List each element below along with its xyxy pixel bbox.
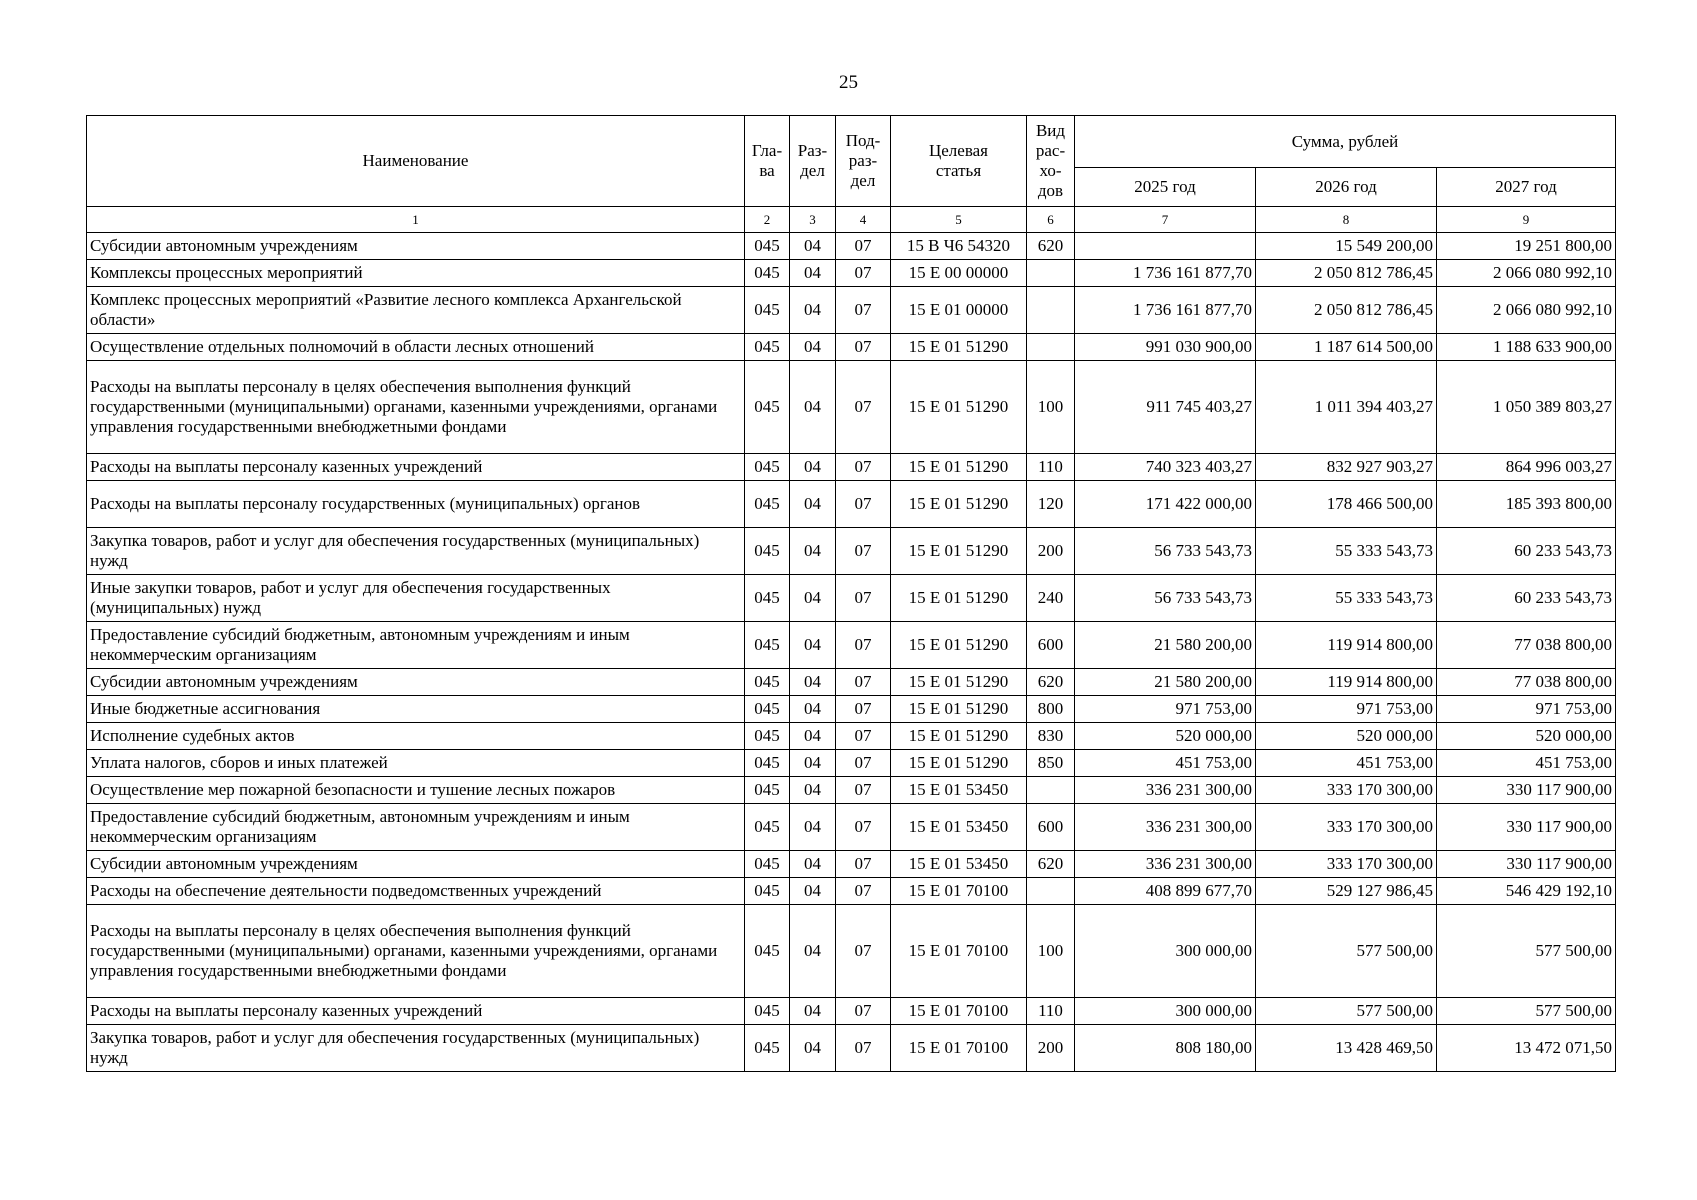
cell-target: 15 Е 01 70100 xyxy=(891,998,1027,1025)
cell-2027: 971 753,00 xyxy=(1437,696,1616,723)
cell-name: Расходы на выплаты персоналу в целях обеспечения выполнения функций государственными (муниципальными) органами, казенными учреждениями, органами управления государственными внебюджетными фондами xyxy=(87,361,745,454)
table-row xyxy=(87,998,1616,1025)
table-row xyxy=(87,669,1616,696)
cell-target: 15 Е 01 70100 xyxy=(891,905,1027,998)
table-body xyxy=(87,233,1616,1072)
cell-target: 15 Е 01 53450 xyxy=(891,804,1027,851)
cell-name: Расходы на обеспечение деятельности подведомственных учреждений xyxy=(87,878,745,905)
cell-2025: 336 231 300,00 xyxy=(1075,777,1256,804)
header-podrazdel: Под- раз- дел xyxy=(836,116,891,207)
cell-2027: 330 117 900,00 xyxy=(1437,777,1616,804)
table-row xyxy=(87,481,1616,528)
cell-podrazdel: 07 xyxy=(836,998,891,1025)
cell-vid: 800 xyxy=(1027,696,1075,723)
cell-vid: 110 xyxy=(1027,454,1075,481)
table-row xyxy=(87,1025,1616,1072)
cell-2025 xyxy=(1075,233,1256,260)
cell-glava: 045 xyxy=(745,750,790,777)
page-number: 25 xyxy=(839,72,858,93)
cell-2027: 77 038 800,00 xyxy=(1437,669,1616,696)
cell-2027: 77 038 800,00 xyxy=(1437,622,1616,669)
cell-podrazdel: 07 xyxy=(836,851,891,878)
cell-target: 15 Е 01 51290 xyxy=(891,361,1027,454)
cell-podrazdel: 07 xyxy=(836,287,891,334)
cell-target: 15 Е 01 70100 xyxy=(891,878,1027,905)
cell-2025: 56 733 543,73 xyxy=(1075,575,1256,622)
cell-razdel: 04 xyxy=(790,454,836,481)
header-sum: Сумма, рублей xyxy=(1075,116,1616,168)
cell-vid: 850 xyxy=(1027,750,1075,777)
cell-vid xyxy=(1027,287,1075,334)
cell-vid: 100 xyxy=(1027,905,1075,998)
cell-name: Расходы на выплаты персоналу казенных учреждений xyxy=(87,454,745,481)
cell-2025: 408 899 677,70 xyxy=(1075,878,1256,905)
cell-glava: 045 xyxy=(745,528,790,575)
cell-vid xyxy=(1027,260,1075,287)
cell-target: 15 Е 01 51290 xyxy=(891,528,1027,575)
cell-2025: 740 323 403,27 xyxy=(1075,454,1256,481)
cell-name: Расходы на выплаты персоналу в целях обеспечения выполнения функций государственными (муниципальными) органами, казенными учреждениями, органами управления государственными внебюджетными фондами xyxy=(87,905,745,998)
cell-razdel: 04 xyxy=(790,575,836,622)
cell-2026: 333 170 300,00 xyxy=(1256,804,1437,851)
cell-razdel: 04 xyxy=(790,287,836,334)
cell-2027: 864 996 003,27 xyxy=(1437,454,1616,481)
table-row xyxy=(87,851,1616,878)
cell-podrazdel: 07 xyxy=(836,334,891,361)
cell-vid xyxy=(1027,878,1075,905)
cell-glava: 045 xyxy=(745,998,790,1025)
column-index: 3 xyxy=(790,207,836,233)
cell-name: Расходы на выплаты персоналу казенных учреждений xyxy=(87,998,745,1025)
cell-name: Расходы на выплаты персоналу государственных (муниципальных) органов xyxy=(87,481,745,528)
cell-2027: 546 429 192,10 xyxy=(1437,878,1616,905)
cell-podrazdel: 07 xyxy=(836,777,891,804)
cell-vid: 240 xyxy=(1027,575,1075,622)
cell-2026: 1 187 614 500,00 xyxy=(1256,334,1437,361)
cell-2025: 1 736 161 877,70 xyxy=(1075,260,1256,287)
cell-2027: 1 188 633 900,00 xyxy=(1437,334,1616,361)
table-header xyxy=(87,116,1616,233)
column-index: 6 xyxy=(1027,207,1075,233)
cell-2026: 577 500,00 xyxy=(1256,905,1437,998)
cell-podrazdel: 07 xyxy=(836,260,891,287)
cell-2025: 520 000,00 xyxy=(1075,723,1256,750)
cell-2025: 911 745 403,27 xyxy=(1075,361,1256,454)
cell-2027: 330 117 900,00 xyxy=(1437,851,1616,878)
cell-podrazdel: 07 xyxy=(836,723,891,750)
cell-2026: 520 000,00 xyxy=(1256,723,1437,750)
cell-2026: 2 050 812 786,45 xyxy=(1256,260,1437,287)
cell-name: Исполнение судебных актов xyxy=(87,723,745,750)
cell-vid: 600 xyxy=(1027,622,1075,669)
table-row xyxy=(87,361,1616,454)
cell-2027: 577 500,00 xyxy=(1437,905,1616,998)
cell-vid: 110 xyxy=(1027,998,1075,1025)
cell-name: Закупка товаров, работ и услуг для обеспечения государственных (муниципальных) нужд xyxy=(87,1025,745,1072)
table-row xyxy=(87,750,1616,777)
cell-2027: 19 251 800,00 xyxy=(1437,233,1616,260)
cell-razdel: 04 xyxy=(790,528,836,575)
table-row xyxy=(87,454,1616,481)
cell-glava: 045 xyxy=(745,481,790,528)
cell-podrazdel: 07 xyxy=(836,750,891,777)
cell-glava: 045 xyxy=(745,622,790,669)
cell-razdel: 04 xyxy=(790,878,836,905)
cell-2026: 971 753,00 xyxy=(1256,696,1437,723)
cell-vid: 620 xyxy=(1027,669,1075,696)
cell-razdel: 04 xyxy=(790,622,836,669)
cell-vid: 200 xyxy=(1027,1025,1075,1072)
cell-vid: 830 xyxy=(1027,723,1075,750)
column-index: 8 xyxy=(1256,207,1437,233)
cell-2027: 1 050 389 803,27 xyxy=(1437,361,1616,454)
cell-2025: 991 030 900,00 xyxy=(1075,334,1256,361)
table-row xyxy=(87,622,1616,669)
budget-table xyxy=(86,115,1616,1072)
cell-razdel: 04 xyxy=(790,361,836,454)
cell-glava: 045 xyxy=(745,1025,790,1072)
header-2026: 2026 год xyxy=(1256,168,1437,207)
cell-target: 15 Е 01 51290 xyxy=(891,334,1027,361)
header-target: Целевая статья xyxy=(891,116,1027,207)
cell-razdel: 04 xyxy=(790,905,836,998)
cell-vid: 100 xyxy=(1027,361,1075,454)
cell-target: 15 Е 01 53450 xyxy=(891,851,1027,878)
cell-name: Субсидии автономным учреждениям xyxy=(87,233,745,260)
table-row xyxy=(87,723,1616,750)
cell-2026: 178 466 500,00 xyxy=(1256,481,1437,528)
cell-razdel: 04 xyxy=(790,851,836,878)
cell-name: Уплата налогов, сборов и иных платежей xyxy=(87,750,745,777)
cell-razdel: 04 xyxy=(790,260,836,287)
cell-target: 15 Е 01 00000 xyxy=(891,287,1027,334)
cell-glava: 045 xyxy=(745,878,790,905)
cell-name: Осуществление мер пожарной безопасности и тушение лесных пожаров xyxy=(87,777,745,804)
cell-glava: 045 xyxy=(745,777,790,804)
cell-glava: 045 xyxy=(745,669,790,696)
cell-razdel: 04 xyxy=(790,998,836,1025)
column-index: 7 xyxy=(1075,207,1256,233)
cell-razdel: 04 xyxy=(790,804,836,851)
cell-glava: 045 xyxy=(745,575,790,622)
cell-glava: 045 xyxy=(745,723,790,750)
cell-2025: 21 580 200,00 xyxy=(1075,669,1256,696)
table-row xyxy=(87,575,1616,622)
cell-glava: 045 xyxy=(745,851,790,878)
cell-podrazdel: 07 xyxy=(836,233,891,260)
cell-name: Субсидии автономным учреждениям xyxy=(87,851,745,878)
cell-2027: 451 753,00 xyxy=(1437,750,1616,777)
cell-2027: 60 233 543,73 xyxy=(1437,575,1616,622)
cell-name: Субсидии автономным учреждениям xyxy=(87,669,745,696)
table-row xyxy=(87,287,1616,334)
cell-glava: 045 xyxy=(745,233,790,260)
cell-podrazdel: 07 xyxy=(836,804,891,851)
cell-target: 15 Е 01 51290 xyxy=(891,454,1027,481)
cell-target: 15 Е 01 53450 xyxy=(891,777,1027,804)
cell-target: 15 Е 01 70100 xyxy=(891,1025,1027,1072)
cell-podrazdel: 07 xyxy=(836,696,891,723)
cell-razdel: 04 xyxy=(790,233,836,260)
cell-glava: 045 xyxy=(745,287,790,334)
cell-2026: 2 050 812 786,45 xyxy=(1256,287,1437,334)
cell-2026: 529 127 986,45 xyxy=(1256,878,1437,905)
cell-2025: 300 000,00 xyxy=(1075,998,1256,1025)
cell-razdel: 04 xyxy=(790,750,836,777)
cell-vid: 620 xyxy=(1027,851,1075,878)
cell-2027: 2 066 080 992,10 xyxy=(1437,260,1616,287)
cell-podrazdel: 07 xyxy=(836,481,891,528)
cell-podrazdel: 07 xyxy=(836,575,891,622)
cell-vid: 620 xyxy=(1027,233,1075,260)
cell-2026: 55 333 543,73 xyxy=(1256,575,1437,622)
cell-2027: 13 472 071,50 xyxy=(1437,1025,1616,1072)
cell-2026: 333 170 300,00 xyxy=(1256,777,1437,804)
cell-podrazdel: 07 xyxy=(836,669,891,696)
cell-2025: 971 753,00 xyxy=(1075,696,1256,723)
cell-name: Закупка товаров, работ и услуг для обеспечения государственных (муниципальных) нужд xyxy=(87,528,745,575)
cell-glava: 045 xyxy=(745,334,790,361)
cell-glava: 045 xyxy=(745,454,790,481)
cell-2025: 336 231 300,00 xyxy=(1075,804,1256,851)
cell-target: 15 Е 01 51290 xyxy=(891,669,1027,696)
cell-name: Осуществление отдельных полномочий в области лесных отношений xyxy=(87,334,745,361)
column-index: 1 xyxy=(87,207,745,233)
cell-name: Иные бюджетные ассигнования xyxy=(87,696,745,723)
cell-2027: 330 117 900,00 xyxy=(1437,804,1616,851)
cell-target: 15 Е 00 00000 xyxy=(891,260,1027,287)
cell-2027: 60 233 543,73 xyxy=(1437,528,1616,575)
table-row xyxy=(87,804,1616,851)
cell-podrazdel: 07 xyxy=(836,622,891,669)
header-razdel: Раз- дел xyxy=(790,116,836,207)
cell-name: Иные закупки товаров, работ и услуг для обеспечения государственных (муниципальных) нужд xyxy=(87,575,745,622)
cell-glava: 045 xyxy=(745,696,790,723)
table-row xyxy=(87,878,1616,905)
cell-2026: 1 011 394 403,27 xyxy=(1256,361,1437,454)
table-row xyxy=(87,696,1616,723)
cell-2026: 13 428 469,50 xyxy=(1256,1025,1437,1072)
cell-vid: 200 xyxy=(1027,528,1075,575)
cell-2027: 2 066 080 992,10 xyxy=(1437,287,1616,334)
cell-razdel: 04 xyxy=(790,723,836,750)
column-index: 5 xyxy=(891,207,1027,233)
cell-2026: 55 333 543,73 xyxy=(1256,528,1437,575)
cell-podrazdel: 07 xyxy=(836,905,891,998)
cell-2025: 1 736 161 877,70 xyxy=(1075,287,1256,334)
header-glava: Гла- ва xyxy=(745,116,790,207)
header-name: Наименование xyxy=(87,116,745,207)
cell-glava: 045 xyxy=(745,260,790,287)
cell-name: Комплекс процессных мероприятий «Развитие лесного комплекса Архангельской области» xyxy=(87,287,745,334)
cell-2026: 577 500,00 xyxy=(1256,998,1437,1025)
cell-podrazdel: 07 xyxy=(836,878,891,905)
cell-2025: 808 180,00 xyxy=(1075,1025,1256,1072)
cell-2025: 171 422 000,00 xyxy=(1075,481,1256,528)
cell-target: 15 Е 01 51290 xyxy=(891,481,1027,528)
cell-target: 15 Е 01 51290 xyxy=(891,575,1027,622)
table-row xyxy=(87,233,1616,260)
cell-razdel: 04 xyxy=(790,669,836,696)
cell-2026: 119 914 800,00 xyxy=(1256,622,1437,669)
cell-2026: 15 549 200,00 xyxy=(1256,233,1437,260)
cell-vid: 120 xyxy=(1027,481,1075,528)
cell-2025: 21 580 200,00 xyxy=(1075,622,1256,669)
cell-2027: 520 000,00 xyxy=(1437,723,1616,750)
cell-2026: 333 170 300,00 xyxy=(1256,851,1437,878)
column-index: 9 xyxy=(1437,207,1616,233)
column-index-row xyxy=(87,207,1616,233)
cell-razdel: 04 xyxy=(790,696,836,723)
cell-target: 15 Е 01 51290 xyxy=(891,622,1027,669)
table-row xyxy=(87,777,1616,804)
cell-2027: 577 500,00 xyxy=(1437,998,1616,1025)
cell-2025: 56 733 543,73 xyxy=(1075,528,1256,575)
cell-razdel: 04 xyxy=(790,1025,836,1072)
header-2027: 2027 год xyxy=(1437,168,1616,207)
cell-razdel: 04 xyxy=(790,481,836,528)
column-index: 2 xyxy=(745,207,790,233)
header-2025: 2025 год xyxy=(1075,168,1256,207)
cell-2026: 832 927 903,27 xyxy=(1256,454,1437,481)
cell-2025: 451 753,00 xyxy=(1075,750,1256,777)
cell-name: Комплексы процессных мероприятий xyxy=(87,260,745,287)
cell-2027: 185 393 800,00 xyxy=(1437,481,1616,528)
cell-podrazdel: 07 xyxy=(836,528,891,575)
cell-2025: 336 231 300,00 xyxy=(1075,851,1256,878)
cell-name: Предоставление субсидий бюджетным, автономным учреждениям и иным некоммерческим организациям xyxy=(87,804,745,851)
cell-target: 15 Е 01 51290 xyxy=(891,723,1027,750)
cell-vid xyxy=(1027,334,1075,361)
table-row xyxy=(87,260,1616,287)
table-row xyxy=(87,905,1616,998)
cell-vid: 600 xyxy=(1027,804,1075,851)
cell-razdel: 04 xyxy=(790,334,836,361)
cell-razdel: 04 xyxy=(790,777,836,804)
cell-2025: 300 000,00 xyxy=(1075,905,1256,998)
cell-vid xyxy=(1027,777,1075,804)
cell-podrazdel: 07 xyxy=(836,361,891,454)
cell-2026: 119 914 800,00 xyxy=(1256,669,1437,696)
header-vid: Вид рас- хо- дов xyxy=(1027,116,1075,207)
column-index: 4 xyxy=(836,207,891,233)
cell-name: Предоставление субсидий бюджетным, автономным учреждениям и иным некоммерческим организациям xyxy=(87,622,745,669)
table-row xyxy=(87,528,1616,575)
cell-2026: 451 753,00 xyxy=(1256,750,1437,777)
cell-podrazdel: 07 xyxy=(836,1025,891,1072)
cell-glava: 045 xyxy=(745,804,790,851)
cell-glava: 045 xyxy=(745,905,790,998)
cell-target: 15 Е 01 51290 xyxy=(891,750,1027,777)
table-row xyxy=(87,334,1616,361)
cell-target: 15 В Ч6 54320 xyxy=(891,233,1027,260)
cell-glava: 045 xyxy=(745,361,790,454)
cell-target: 15 Е 01 51290 xyxy=(891,696,1027,723)
cell-podrazdel: 07 xyxy=(836,454,891,481)
